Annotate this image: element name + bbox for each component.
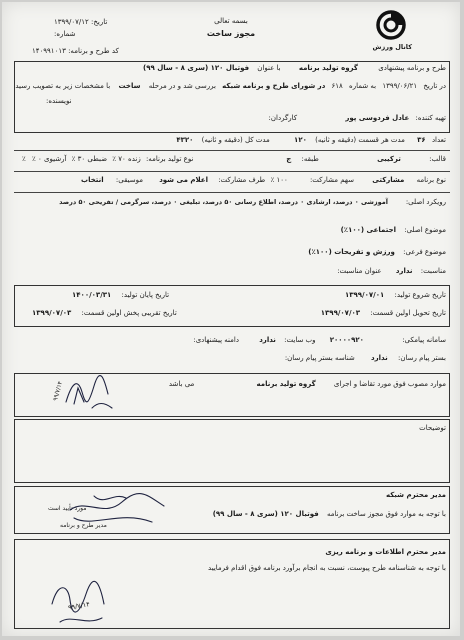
network-body: با توجه به موارد فوق مجوز ساخت برنامه فوتبال ۱۲۰ (سری ۸ - سال ۹۹) [212, 510, 446, 518]
handwritten-signature [64, 488, 174, 532]
separator [14, 150, 450, 151]
notes-box [14, 419, 450, 483]
main-subject-row: موضوع اصلی: اجتماعی (۱۰۰٪) [340, 226, 446, 234]
program-type-line: نوع برنامه مشارکتی سهم مشارکت: ۱۰۰ ٪ طرف مشارکت: اعلام می شود موسیقی: انتخاب [81, 176, 446, 184]
planning-title: مدیر محترم اطلاعات و برنامه ریزی [325, 548, 446, 556]
format-line: قالب: ترکیبی طبقه: ج [286, 155, 446, 163]
proposal-line: طرح و برنامه پیشنهادی گروه تولید برنامه با عنوان فوتبال ۱۲۰ (سری ۸ - سال ۹۹) [143, 64, 446, 72]
sms-row: سامانه پیامکی: ۲۰۰۰۰۹۲۰ وب سایت: ندارد دامنه پیشنهادی: [193, 336, 446, 344]
production-type-line: نوع تولید برنامه: زنده ۷۰ ٪ ضبطی ۳۰ ٪ آرشیوی ۰ ٪ ٪ [22, 155, 194, 163]
approach-value: آموزشی ۰ درصد، ارشادی ۰ درصد، اطلاع رسانی ۵۰ درصد، تبلیغی ۰ درصد، سرگرمی / تفریحی ۵۰ درصد [59, 198, 388, 206]
document-title: مجوز ساخت [206, 29, 256, 38]
separator [14, 192, 450, 193]
notes-label: توضیحات [419, 424, 446, 432]
approved-note: مورد تأیید است [48, 505, 87, 512]
duration-line: تعداد ۳۶ مدت هر قسمت (دقیقه و ثانیه) ۱۲۰ مدت کل (دقیقه و ثانیه) ۴۳۲۰ [176, 136, 446, 144]
approach-row: رویکرد اصلی: [405, 198, 446, 206]
header-number: شماره: [54, 30, 76, 38]
first-delivery-row: تاریخ تحویل اولین قسمت: ۱۳۹۹/۰۷/۰۳ [320, 309, 446, 317]
approved-line: موارد مصوب فوق مورد تقاضا و اجرای گروه تولید برنامه می باشد [168, 380, 446, 388]
writer-field: نویسنده: [46, 97, 72, 105]
handwritten-signature [58, 372, 118, 414]
end-date-row: تاریخ پایان تولید: ۱۴۰۰/۰۳/۳۱ [72, 291, 170, 299]
network-title: مدیر محترم شبکه [385, 491, 446, 499]
sub-subject-row: موضوع فرعی: ورزش و تفریحات (۱۰۰٪) [308, 248, 446, 256]
header-code: کد طرح و برنامه: ۱۴۰۹۹۱۰۱۳ [32, 47, 119, 55]
proposal-date-line: در تاریخ ۱۳۹۹/۰۶/۲۱ به شماره ۶۱۸ در شورای طرح و برنامه شبکه بررسی شد و در مرحله ساخت با مشخصات زیر به تصویب رسید [15, 82, 446, 90]
document-page [2, 2, 460, 636]
channel-name: کانال ورزش [372, 43, 412, 51]
handwritten-date-1: ۹۹/۷/۱۴ [52, 380, 64, 402]
messenger-row: بستر پیام رسان: ندارد شناسه بستر پیام رسان: [284, 354, 446, 362]
planning-body: با توجه به شناسنامه طرح پیوست، نسبت به انجام برآورد برنامه فوق اقدام فرمایید [208, 564, 446, 572]
first-air-row: تاریخ تقریبی پخش اولین قسمت: ۱۳۹۹/۰۷/۰۳ [32, 309, 177, 317]
bismillah: بسمه تعالی [214, 17, 248, 25]
separator [14, 171, 450, 172]
network-sign-caption: مدیر طرح و برنامه [60, 522, 107, 529]
handwritten-date-2: ۹۹/۷/۱۴ [67, 600, 91, 612]
header-date: تاریخ: ۱۳۹۹/۰۷/۱۲ [54, 18, 108, 26]
occasion-row: مناسبت: ندارد عنوان مناسبت: [337, 267, 446, 275]
producer-line: تهیه کننده: عادل فردوسی پور کارگردان: [268, 114, 446, 122]
start-date-row: تاریخ شروع تولید: ۱۳۹۹/۰۷/۰۱ [344, 291, 446, 299]
